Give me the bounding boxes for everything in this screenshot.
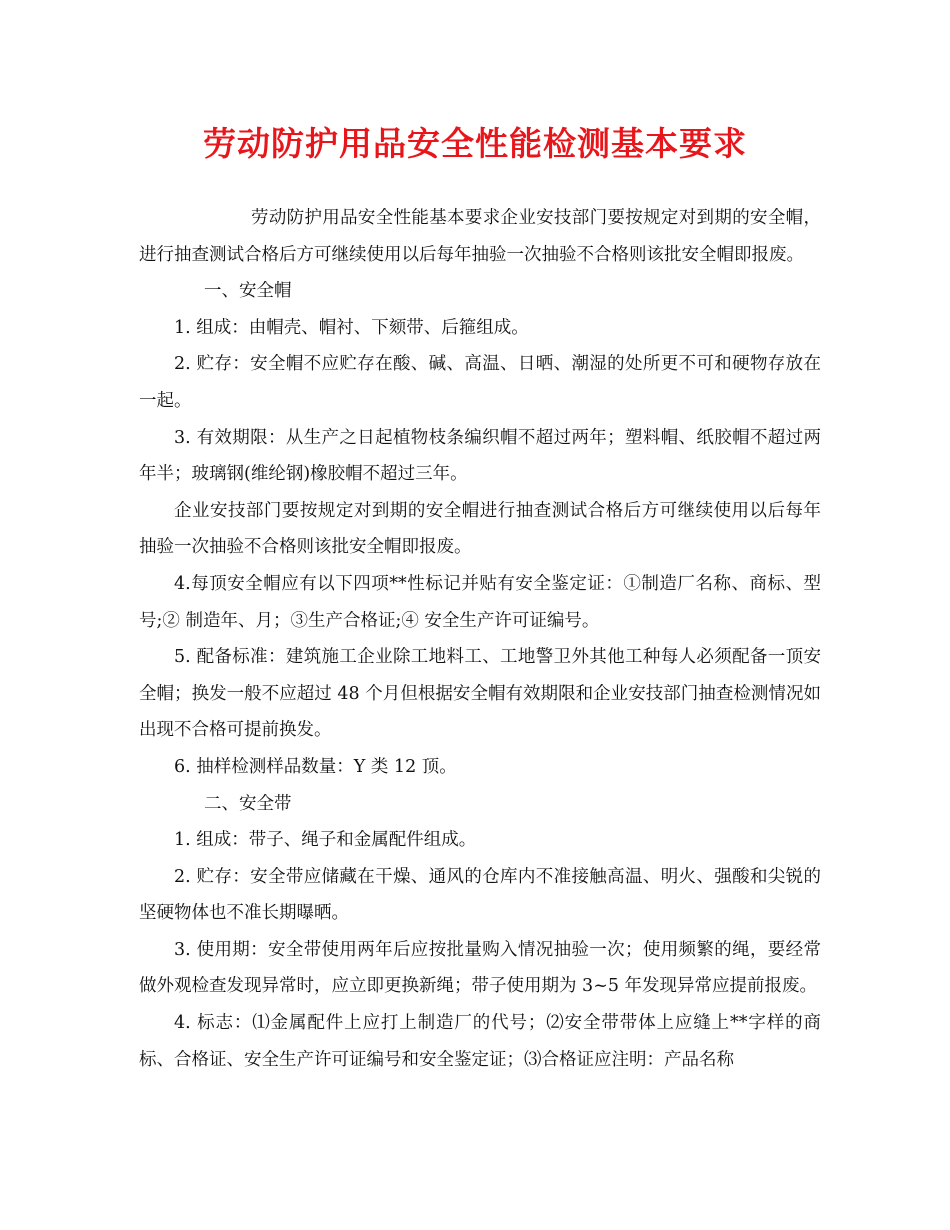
section-heading-helmet: 一、安全帽 — [204, 281, 292, 302]
paragraph: 1. 组成：由帽壳、帽衬、下颏带、后箍组成。 — [174, 317, 529, 338]
intro-paragraph: 劳动防护用品安全性能基本要求企业安技部门要按规定对到期的安全帽，进行抽查测试合格后方可继续使用以后每年抽验一次抽验不合格则该批安全帽即报废。 — [139, 208, 821, 265]
paragraph: 1. 组成：带子、绳子和金属配件组成。 — [174, 830, 477, 851]
paragraph: 6. 抽样检测样品数量：Y 类 12 顶。 — [174, 756, 457, 777]
document-body — [139, 200, 821, 1078]
paragraph: 3. 有效期限：从生产之日起植物枝条编织帽不超过两年；塑料帽、纸胶帽不超过两年半；玻璃钢(维纶钢)橡胶帽不超过三年。 — [139, 427, 821, 485]
paragraph: 3. 使用期：安全带使用两年后应按批量购入情况抽验一次；使用频繁的绳，要经常做外观检查发现异常时，应立即更换新绳；带子使用期为 3~5 年发现异常应提前报废。 — [139, 939, 821, 997]
paragraph: 2. 贮存：安全帽不应贮存在酸、碱、高温、日晒、潮湿的处所更不可和硬物存放在一起。 — [139, 354, 821, 411]
section-heading-belt: 二、安全带 — [204, 793, 292, 814]
paragraph: 5. 配备标准：建筑施工企业除工地料工、工地警卫外其他工种每人必须配备一顶安全帽；换发一般不应超过 48 个月但根据安全帽有效期限和企业安技部门抽查检测情况如出现不合格可提前换发。 — [139, 647, 821, 741]
paragraph: 4. 标志：⑴金属配件上应打上制造厂的代号；⑵安全带带体上应缝上**字样的商标、合格证、安全生产许可证编号和安全鉴定证；⑶合格证应注明：产品名称 — [139, 1013, 821, 1070]
paragraph: 企业安技部门要按规定对到期的安全帽进行抽查测试合格后方可继续使用以后每年抽验一次抽验不合格则该批安全帽即报废。 — [139, 500, 821, 558]
paragraph: 2. 贮存：安全带应储藏在干燥、通风的仓库内不准接触高温、明火、强酸和尖锐的坚硬物体也不准长期曝晒。 — [139, 866, 821, 924]
paragraph: 4.每顶安全帽应有以下四项**性标记并贴有安全鉴定证：①制造厂名称、商标、型号;② 制造年、月；③生产合格证;④ 安全生产许可证编号。 — [139, 573, 821, 631]
document-title: 劳动防护用品安全性能检测基本要求 — [203, 124, 747, 163]
